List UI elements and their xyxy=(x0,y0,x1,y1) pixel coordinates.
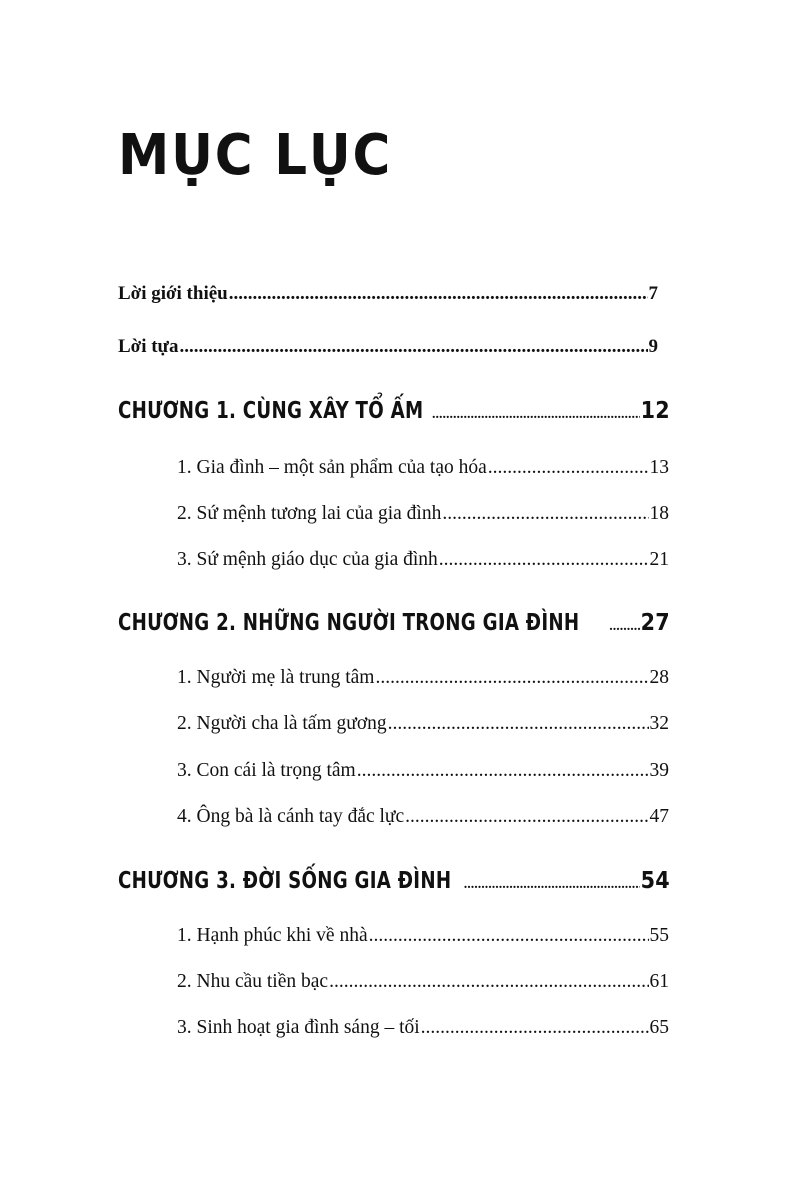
toc-page-number: 18 xyxy=(649,503,669,524)
toc-page-number: 21 xyxy=(649,549,669,570)
toc-section[interactable] xyxy=(177,667,669,689)
toc-entry-preface[interactable] xyxy=(118,336,658,358)
dot-leader xyxy=(439,549,649,571)
dot-leader xyxy=(179,336,647,358)
toc-page-number: 28 xyxy=(649,667,669,688)
toc-section[interactable] xyxy=(177,1017,669,1039)
dot-leader xyxy=(329,971,648,993)
toc-page-number: 47 xyxy=(649,806,669,827)
toc-page-number: 55 xyxy=(649,925,669,946)
toc-page-number: 54 xyxy=(640,868,670,894)
section-title: 3. Sinh hoạt gia đình sáng – tối xyxy=(177,1017,420,1038)
page-title: MỤC LỤC xyxy=(118,123,393,188)
section-title: 4. Ông bà là cánh tay đắc lực xyxy=(177,806,405,827)
dot-leader xyxy=(432,407,640,423)
toc-chapter-3[interactable] xyxy=(118,868,670,894)
dot-leader xyxy=(464,877,640,893)
toc-page-number: 9 xyxy=(648,336,658,357)
toc-page-number: 13 xyxy=(649,457,669,478)
toc-section[interactable] xyxy=(177,503,669,525)
section-title: 3. Con cái là trọng tâm xyxy=(177,760,356,781)
toc-section[interactable] xyxy=(177,806,669,828)
toc-section[interactable] xyxy=(177,549,669,571)
toc-entry-label: Lời giới thiệu xyxy=(118,283,228,304)
toc-section[interactable] xyxy=(177,925,669,947)
toc-page-number: 27 xyxy=(640,610,670,636)
chapter-title: CHƯƠNG 2. NHỮNG NGƯỜI TRONG GIA ĐÌNH xyxy=(118,610,580,636)
toc-page-number: 32 xyxy=(649,713,669,734)
section-title: 2. Người cha là tấm gương xyxy=(177,713,387,734)
dot-leader xyxy=(609,619,639,635)
toc-section[interactable] xyxy=(177,713,669,735)
toc-section[interactable] xyxy=(177,457,669,479)
toc-page-number: 61 xyxy=(649,971,669,992)
section-title: 3. Sứ mệnh giáo dục của gia đình xyxy=(177,549,438,570)
dot-leader xyxy=(442,503,648,525)
dot-leader xyxy=(421,1017,649,1039)
dot-leader xyxy=(357,760,649,782)
toc-page-number: 39 xyxy=(649,760,669,781)
section-title: 1. Người mẹ là trung tâm xyxy=(177,667,375,688)
dot-leader xyxy=(369,925,649,947)
toc-entry-label: Lời tựa xyxy=(118,336,179,357)
toc-section[interactable] xyxy=(177,971,669,993)
toc-page-number: 7 xyxy=(648,283,658,304)
toc-section[interactable] xyxy=(177,760,669,782)
dot-leader xyxy=(405,806,648,828)
dot-leader xyxy=(488,457,649,479)
dot-leader xyxy=(388,713,649,735)
toc-entry-intro[interactable] xyxy=(118,283,658,305)
chapter-title: CHƯƠNG 3. ĐỜI SỐNG GIA ĐÌNH xyxy=(118,868,452,894)
section-title: 2. Nhu cầu tiền bạc xyxy=(177,971,329,992)
toc-chapter-1[interactable] xyxy=(118,398,670,424)
toc-page-number: 65 xyxy=(649,1017,669,1038)
section-title: 1. Hạnh phúc khi về nhà xyxy=(177,925,368,946)
dot-leader xyxy=(375,667,648,689)
chapter-title: CHƯƠNG 1. CÙNG XÂY TỔ ẤM xyxy=(118,398,424,424)
toc-page-number: 12 xyxy=(640,398,670,424)
dot-leader xyxy=(229,283,648,305)
section-title: 2. Sứ mệnh tương lai của gia đình xyxy=(177,503,442,524)
toc-chapter-2[interactable] xyxy=(118,610,670,636)
section-title: 1. Gia đình – một sản phẩm của tạo hóa xyxy=(177,457,487,478)
